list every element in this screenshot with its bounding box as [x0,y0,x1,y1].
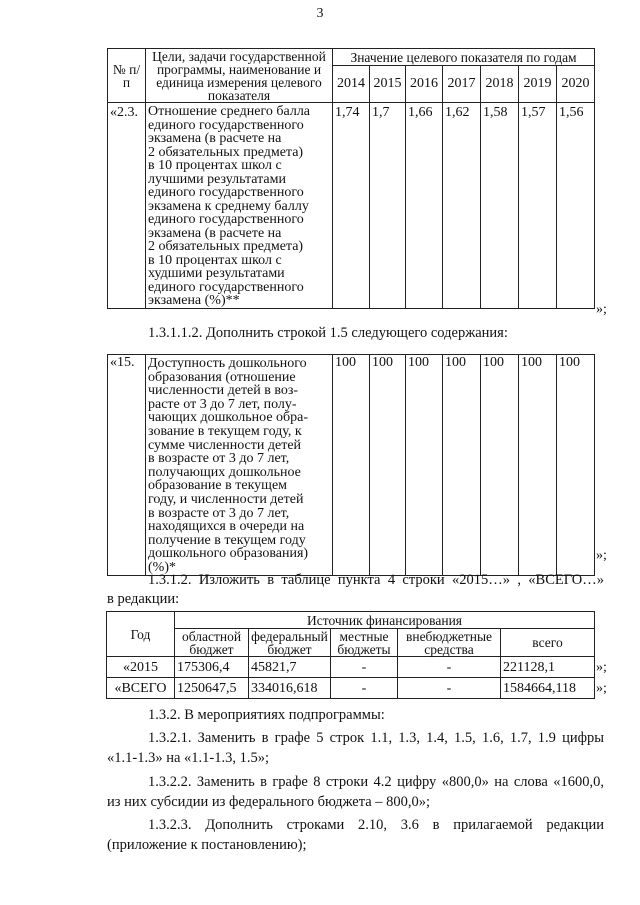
value-cell: - [398,678,501,699]
paragraph-1-3-1-2-line1: 1.3.1.2. Изложить в таблице пункта 4 строки «2015…» , «ВСЕГО…» [148,572,604,588]
paragraph-1-3-2-3-line2: (приложение к постановлению); [107,837,307,853]
indicator-name: Доступность дошкольного образования (отношение численности детей в воз- расте от 3 до 7 лет, полу- чающих дошкольное обра- зование в текущем году, к сумме численности детей в возрасте от 3 до 7 лет, получающих дошкольное образование в текущем году, и численности детей в возрасте от 3 до 7 лет, находящихся в очереди на получение в текущем году дошкольного образования) (%)* [146,355,333,576]
header-year: 2014 [333,66,370,103]
row-number: «15. [108,355,146,576]
paragraph-1-3-2-2-line1: 1.3.2.2. Заменить в графе 8 строки 4.2 цифру «800,0» на слова «1600,0, [148,774,604,790]
paragraph-1-3-2-2-line2: из них субсидии из федерального бюджета – 800,0»; [107,794,431,810]
value-cell: 100 [557,355,595,576]
header-year: 2020 [557,66,595,103]
target-indicators-table [107,48,595,309]
value-cell: 175306,4 [175,657,249,678]
header-year: Год [107,612,175,657]
indicator-1-5-table [107,354,595,576]
table1-closing-quote: »; [596,302,607,317]
year-cell: «2015 [107,657,175,678]
value-cell: 1584664,118 [501,678,595,699]
paragraph-1-3-2-1-line1: 1.3.2.1. Заменить в графе 5 строк 1.1, 1.3, 1.4, 1.5, 1.6, 1.7, 1.9 цифры [148,730,604,746]
year-cell: «ВСЕГО [107,678,175,699]
header-year: 2018 [481,66,519,103]
value-cell: 100 [370,355,406,576]
paragraph-1-3-2-1-line2: «1.1-1.3» на «1.1-1.3, 1.5»; [107,750,270,766]
header-year: 2017 [443,66,481,103]
row-number: «2.3. [108,103,146,309]
paragraph-1-3-2: 1.3.2. В мероприятиях подпрограммы: [148,707,385,723]
value-cell: 1250647,5 [175,678,249,699]
table-row [107,657,595,678]
value-cell: - [331,657,398,678]
value-cell: 1,58 [481,103,519,309]
table3-row1-closing-quote: »; [596,660,607,675]
value-cell: 1,62 [443,103,481,309]
value-cell: - [398,657,501,678]
table2-closing-quote: »; [596,548,607,563]
value-cell: 100 [333,355,370,576]
value-cell: 221128,1 [501,657,595,678]
header-financing-source: Источник финансирования [175,612,595,629]
header-regional-budget: областной бюджет [175,629,249,657]
table3-row2-closing-quote: »; [596,681,607,696]
financing-table [106,611,595,699]
header-federal-budget: федеральный бюджет [249,629,331,657]
page-number: 3 [316,6,324,21]
header-extrabudgetary: внебюджетные средства [398,629,501,657]
value-cell: 100 [481,355,519,576]
header-no: № п/п [108,49,146,103]
header-goals: Цели, задачи государственной программы, наименование и единица измерения целевого показателя [146,49,333,103]
value-cell: 1,74 [333,103,370,309]
header-values-group: Значение целевого показателя по годам [333,49,595,66]
value-cell: 334016,618 [249,678,331,699]
paragraph-1-3-2-3-line1: 1.3.2.3. Дополнить строками 2.10, 3.6 в прилагаемой редакции [148,817,604,833]
value-cell: 100 [406,355,443,576]
value-cell: 100 [519,355,557,576]
header-local-budgets: местные бюджеты [331,629,398,657]
value-cell: 100 [443,355,481,576]
header-year: 2016 [406,66,443,103]
value-cell: 1,66 [406,103,443,309]
header-total: всего [501,629,595,657]
paragraph-1-3-1-2-line2: в редакции: [107,591,180,607]
header-year: 2019 [519,66,557,103]
indicator-name: Отношение среднего балла единого государственного экзамена (в расчете на 2 обязательных предмета) в 10 процентах школ с лучшими результатами единого государственного экзамена к среднему баллу единого государственного экзамена (в расчете на 2 обязательных предмета) в 10 процентах школ с худшими результатами единого государственного экзамена (%)** [146,103,333,309]
paragraph-1-3-1-1-2: 1.3.1.1.2. Дополнить строкой 1.5 следующего содержания: [148,325,508,341]
header-year: 2015 [370,66,406,103]
value-cell: 1,56 [557,103,595,309]
value-cell: - [331,678,398,699]
table-row [107,678,595,699]
value-cell: 1,7 [370,103,406,309]
value-cell: 1,57 [519,103,557,309]
value-cell: 45821,7 [249,657,331,678]
